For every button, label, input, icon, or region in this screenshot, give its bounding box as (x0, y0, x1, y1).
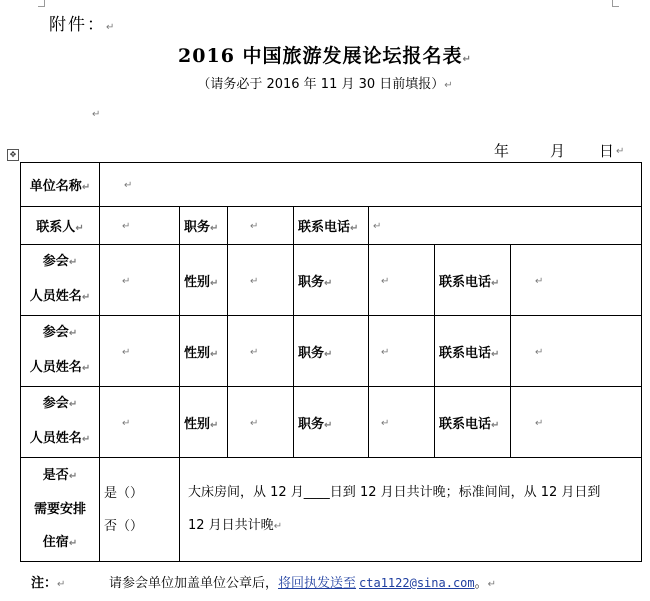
paragraph-mark: ↵ (616, 146, 625, 157)
attendee-phone-field[interactable]: ↵ (511, 245, 642, 316)
room-arrangement-text[interactable]: 大床房间，从 12 月____日到 12 月日共计晚；标准间间，从 12 月日到 12 月日共计晚↵ (180, 458, 642, 562)
date-month: 月 (550, 142, 566, 160)
contact-phone-label: 联系电话↵ (294, 207, 369, 245)
attendee-position-label: 职务↵ (294, 245, 369, 316)
table-row (21, 387, 642, 458)
note-text: 请参会单位加盖单位公章后，将回执发送至 cta1122@sina.com。↵ (109, 576, 497, 591)
lodging-yes-option[interactable]: 是（） (104, 485, 144, 501)
attendee-name-field[interactable]: ↵ (100, 387, 180, 458)
attendee-phone-label: 联系电话↵ (435, 387, 511, 458)
attendee-gender-field[interactable]: ↵ (228, 387, 294, 458)
note-label: 注：↵ (31, 576, 66, 591)
paragraph-mark: ↵ (92, 109, 101, 120)
contact-position-field[interactable]: ↵ (228, 207, 294, 245)
page-corner-mark (38, 0, 45, 7)
attendee-position-field[interactable]: ↵ (369, 245, 435, 316)
attendee-gender-field[interactable]: ↵ (228, 245, 294, 316)
lodging-no-option[interactable]: 否（） (104, 518, 144, 534)
attendee-gender-label: 性别↵ (180, 245, 228, 316)
attendee-phone-field[interactable]: ↵ (511, 387, 642, 458)
lodging-options[interactable] (100, 458, 180, 562)
attendee-position-field[interactable]: ↵ (369, 316, 435, 387)
attendee-name-label: 参会↵ 人员姓名↵ (21, 387, 100, 458)
page-subtitle: （请务必于 2016 年 11 月 30 日前填报）↵ (197, 77, 453, 92)
contact-person-field[interactable]: ↵ (100, 207, 180, 245)
attendee-name-label: 参会↵ 人员姓名↵ (21, 316, 100, 387)
attendee-name-label: 参会↵ 人员姓名↵ (21, 245, 100, 316)
attendee-phone-field[interactable]: ↵ (511, 316, 642, 387)
table-row (21, 207, 642, 245)
attendee-phone-label: 联系电话↵ (435, 245, 511, 316)
attendee-position-label: 职务↵ (294, 316, 369, 387)
page-title: 2016 中国旅游发展论坛报名表↵ (178, 45, 472, 67)
attendee-phone-label: 联系电话↵ (435, 316, 511, 387)
registration-table (20, 162, 642, 562)
attendee-position-field[interactable]: ↵ (369, 387, 435, 458)
table-row (21, 458, 642, 562)
contact-position-label: 职务↵ (180, 207, 228, 245)
attendee-name-field[interactable]: ↵ (100, 245, 180, 316)
date-day: 日 (599, 142, 615, 160)
unit-name-field[interactable]: ↵ (100, 163, 642, 207)
attendee-gender-label: 性别↵ (180, 387, 228, 458)
send-receipt-link[interactable]: 将回执发送至 (278, 576, 357, 591)
email-link[interactable]: cta1122@sina.com (359, 576, 475, 590)
attendee-position-label: 职务↵ (294, 387, 369, 458)
page-corner-mark (612, 0, 619, 7)
table-row (21, 163, 642, 207)
lodging-label: 是否↵ 需要安排 住宿↵ (21, 458, 100, 562)
attachment-label: 附件：↵ (49, 15, 117, 35)
contact-person-label: 联系人↵ (21, 207, 100, 245)
attendee-gender-field[interactable]: ↵ (228, 316, 294, 387)
unit-name-label: 单位名称↵ (21, 163, 100, 207)
table-row (21, 245, 642, 316)
table-row (21, 316, 642, 387)
contact-phone-field[interactable]: ↵ (369, 207, 642, 245)
attendee-name-field[interactable]: ↵ (100, 316, 180, 387)
attendee-gender-label: 性别↵ (180, 316, 228, 387)
date-year: 年 (494, 142, 510, 160)
table-move-handle-icon[interactable]: ✥ (7, 149, 19, 161)
